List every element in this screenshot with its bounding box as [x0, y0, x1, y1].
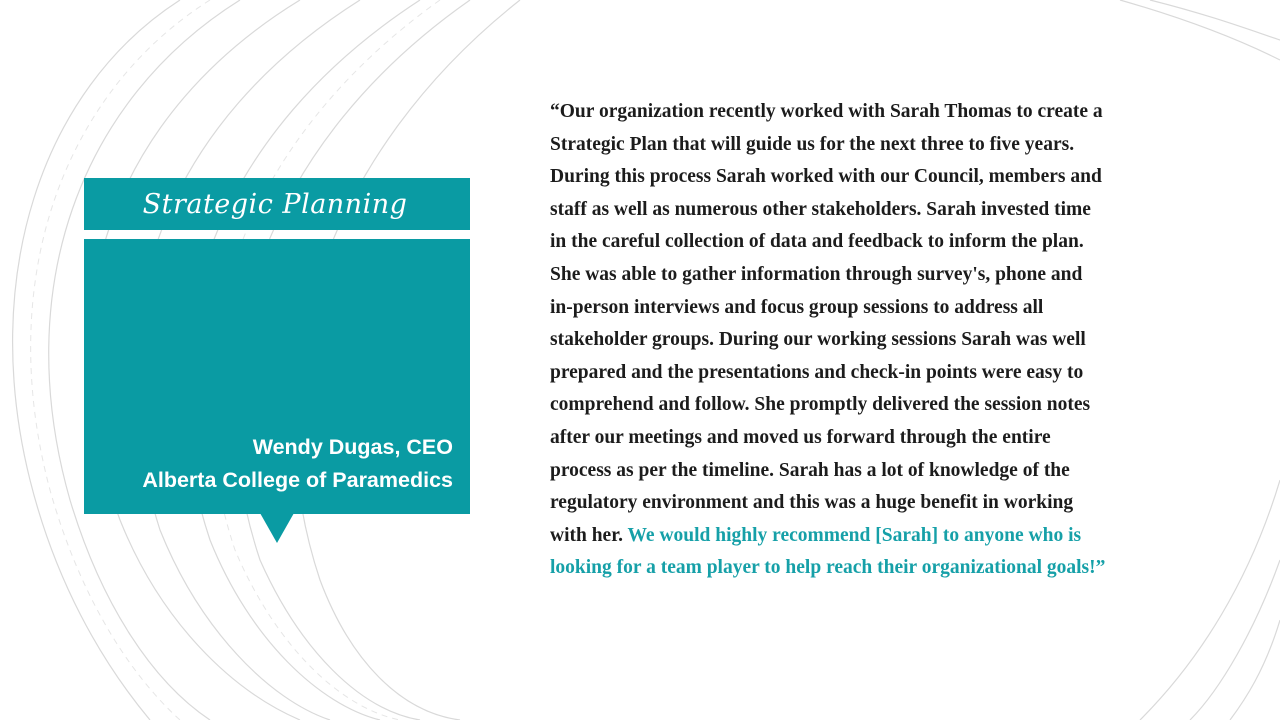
title-banner — [84, 178, 470, 230]
quote-line-mixed — [550, 520, 1200, 553]
quote-text: with her. — [550, 524, 628, 546]
attribution-text — [142, 431, 453, 497]
quote-line: staff as well as numerous other stakeholders. Sarah invested time — [550, 198, 1091, 220]
quote-line: in the careful collection of data and feedback to inform the plan. — [550, 231, 1084, 253]
quote-line: “Our organization recently worked with Sarah Thomas to create a — [550, 101, 1103, 122]
arc-line — [1150, 0, 1280, 40]
arc-line — [1120, 0, 1280, 60]
quote-line: comprehend and follow. She promptly delivered the session notes — [550, 394, 1091, 416]
highlighted-recommendation: looking for a team player to help reach their organizational goals!” — [550, 557, 1106, 579]
highlighted-recommendation: We would highly recommend [Sarah] to anyone who is — [627, 524, 1082, 546]
quote-line: She was able to gather information through survey's, phone and — [550, 263, 1083, 285]
callout-pointer — [260, 513, 294, 543]
arc-line — [1190, 560, 1280, 720]
attribution-organization: Alberta College of Paramedics — [142, 468, 453, 492]
slide-title: Strategic Planning — [142, 188, 408, 220]
quote-line: process as per the timeline. Sarah has a lot of knowledge of the — [550, 459, 1070, 481]
quote-line: stakeholder groups. During our working sessions Sarah was well — [550, 329, 1086, 351]
quote-line: in-person interviews and focus group sessions to address all — [550, 296, 1044, 318]
quote-line: prepared and the presentations and check-in points were easy to — [550, 361, 1084, 383]
quote-line: During this process Sarah worked with our Council, members and — [550, 166, 1102, 188]
attribution-name: Wendy Dugas, CEO — [252, 435, 453, 459]
quote-line: Strategic Plan that will guide us for the next three to five years. — [550, 133, 1075, 155]
testimonial-quote — [550, 96, 1200, 585]
attribution-box — [84, 239, 470, 514]
quote-line: regulatory environment and this was a huge benefit in working — [550, 492, 1074, 514]
arc-line — [1230, 620, 1280, 720]
quote-line: after our meetings and moved us forward through the entire — [550, 426, 1051, 448]
